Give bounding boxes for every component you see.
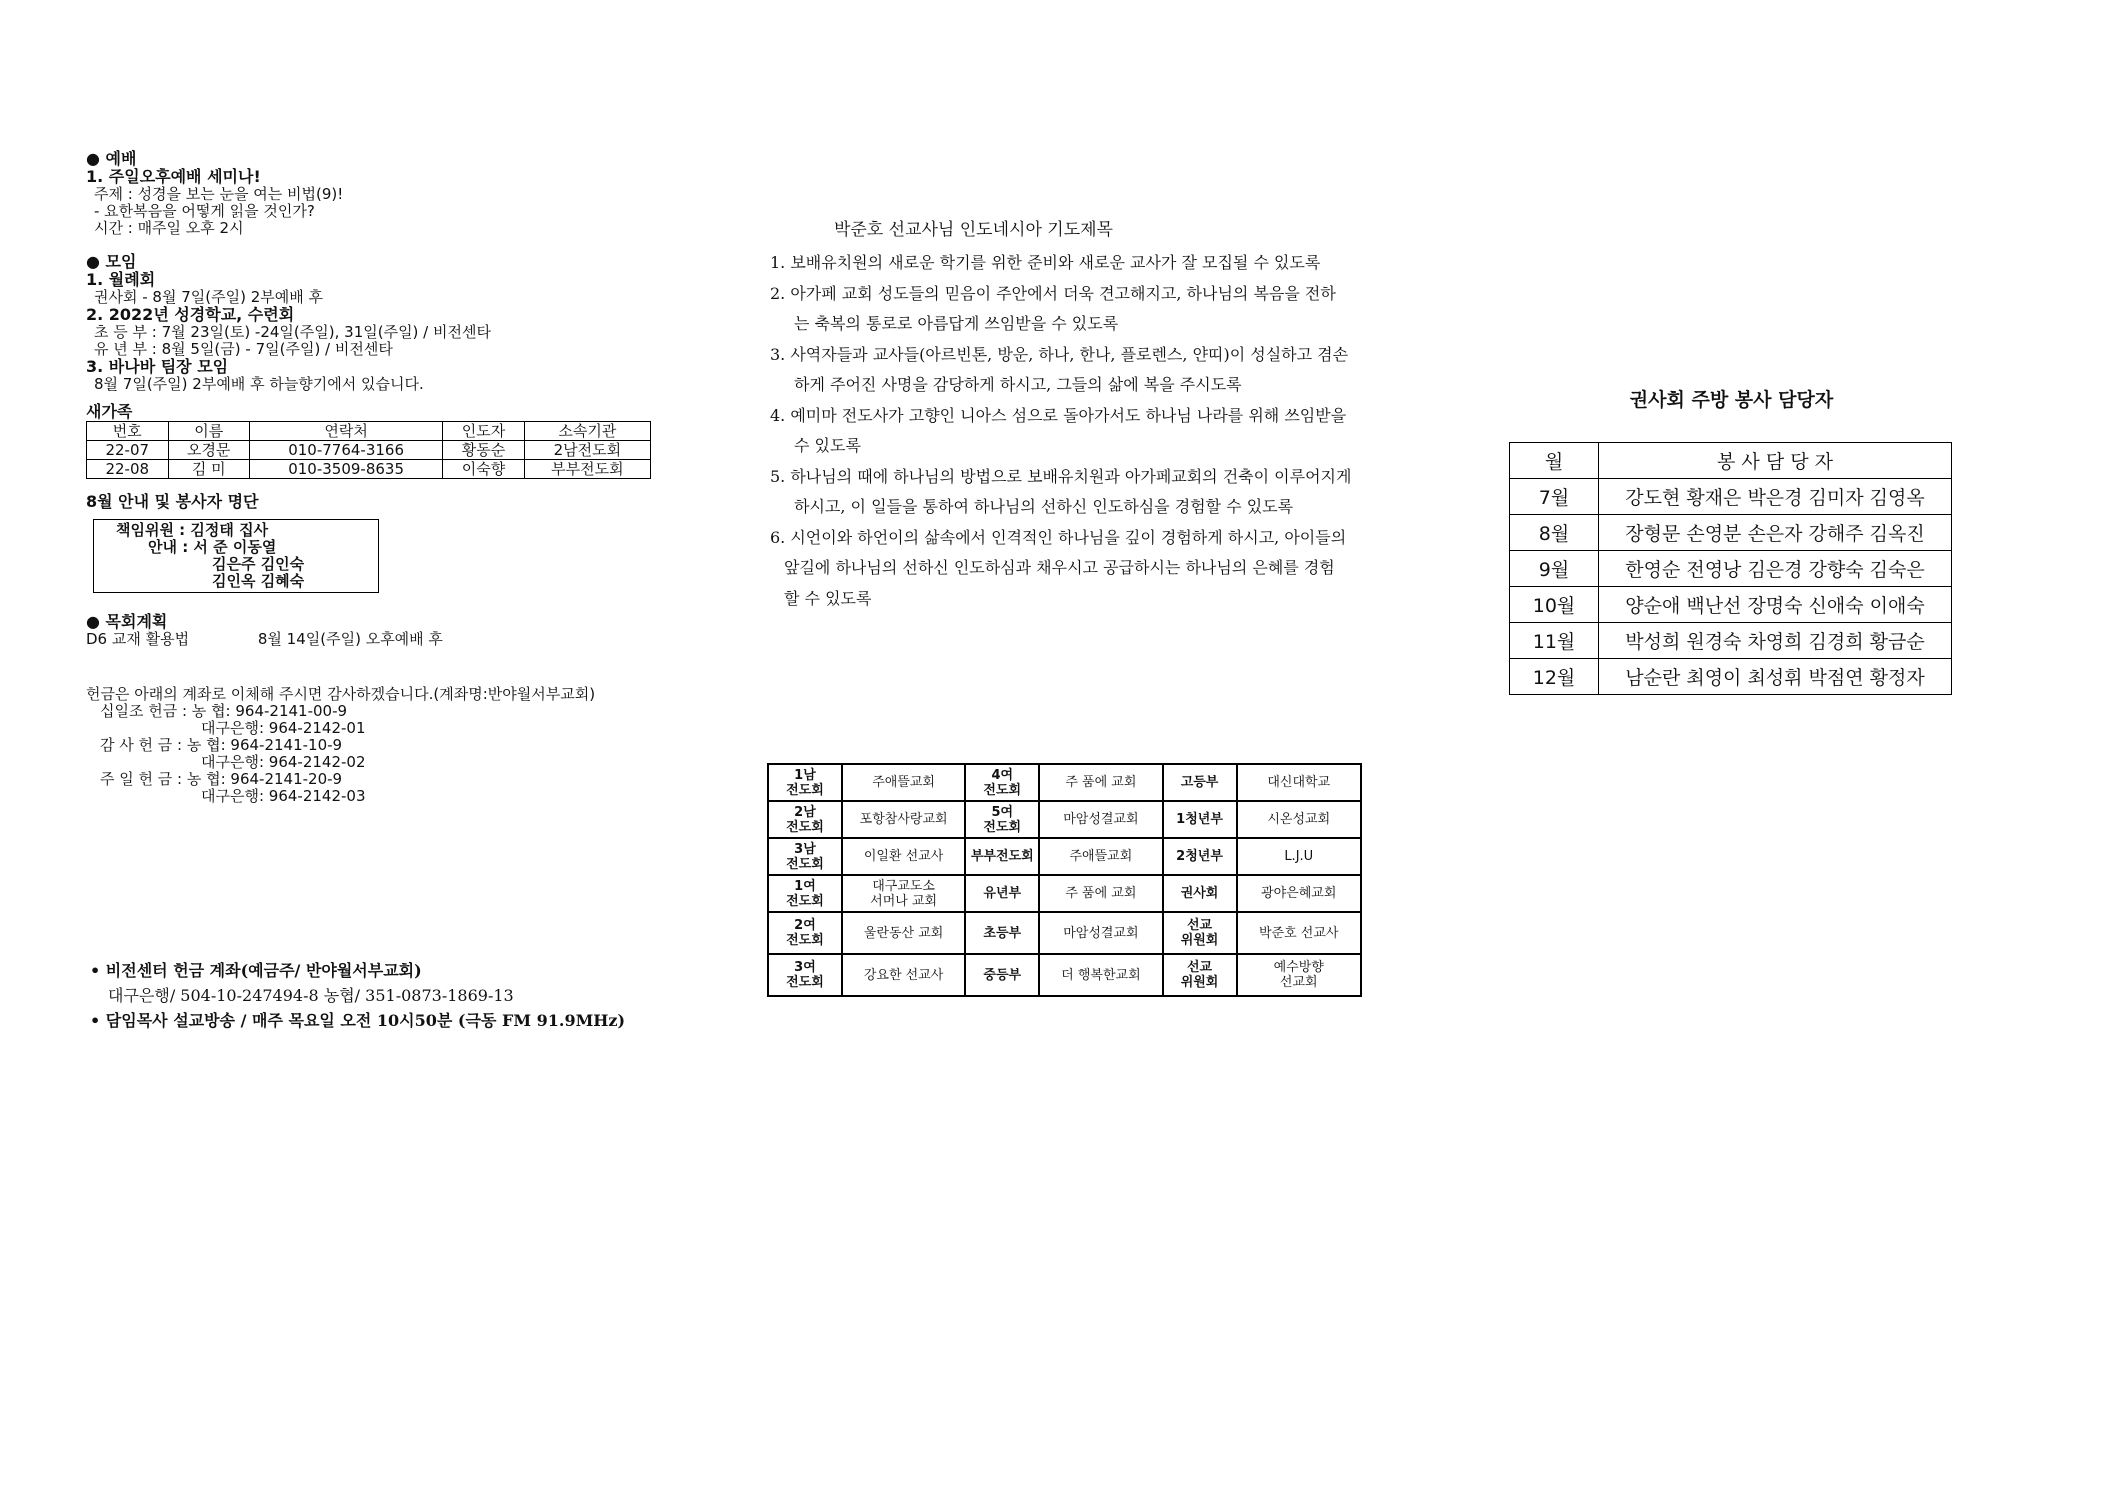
mission-group-label: 선교 위원회: [1163, 954, 1237, 996]
left-column: [86, 150, 706, 805]
mission-target: 이일환 선교사: [842, 838, 965, 875]
table-cell: 장형문 손영분 손은자 강해주 김옥진: [1599, 515, 1952, 551]
mission-group-label: 유년부: [965, 875, 1039, 912]
vision-line: • 비전센터 헌금 계좌(예금주/ 반야월서부교회): [90, 961, 422, 980]
mission-group-label: 선교 위원회: [1163, 912, 1237, 954]
table-row: [1510, 551, 1952, 587]
table-row: [87, 460, 651, 479]
offering-line: 감 사 헌 금 : 농 협: 964-2141-10-9: [100, 736, 343, 754]
table-row: [1510, 515, 1952, 551]
mission-group-label: 1여 전도회: [768, 875, 842, 912]
prayer-line: 하시고, 이 일들을 통하여 하나님의 선하신 인도하심을 경험할 수 있도록: [794, 497, 1294, 516]
guide-line: 안내 : 서 준 이동열: [148, 538, 277, 556]
meetings-heading: ● 모임: [86, 252, 137, 271]
newfamily-heading: 새가족: [86, 402, 133, 421]
table-cell: 오경문: [168, 441, 249, 460]
mission-target: 강요한 선교사: [842, 954, 965, 996]
mission-target: 주애뜰교회: [1039, 838, 1162, 875]
table-cell: 8월: [1510, 515, 1599, 551]
prayer-line: 1. 보배유치원의 새로운 학기를 위한 준비와 새로운 교사가 잘 모집될 수 있도록: [770, 253, 1321, 272]
table-row: [768, 954, 1361, 996]
mission-group-label: 부부전도회: [965, 838, 1039, 875]
table-cell: 부부전도회: [524, 460, 650, 479]
mission-group-label: 초등부: [965, 912, 1039, 954]
mission-target: 더 행복한교회: [1039, 954, 1162, 996]
prayer-line: 앞길에 하나님의 선하신 인도하심과 채우시고 공급하시는 하나님의 은혜를 경험: [784, 558, 1335, 577]
column-header: 연락처: [249, 422, 442, 441]
table-cell: 22-07: [87, 441, 169, 460]
column-header: 소속기관: [524, 422, 650, 441]
table-row: [1510, 587, 1952, 623]
mission-target: 마암성결교회: [1039, 801, 1162, 838]
mission-target: 주 품에 교회: [1039, 764, 1162, 801]
prayer-line: 5. 하나님의 때에 하나님의 방법으로 보배유치원과 아가페교회의 건축이 이루어지게: [770, 466, 1352, 486]
mission-target: L.J.U: [1237, 838, 1362, 875]
table-row: [768, 875, 1361, 912]
mission-group-label: 고등부: [1163, 764, 1237, 801]
mission-group-label: 5여 전도회: [965, 801, 1039, 838]
mission-group-label: 2여 전도회: [768, 912, 842, 954]
table-cell: 12월: [1510, 659, 1599, 695]
table-cell: 10월: [1510, 587, 1599, 623]
mission-target: 대신대학교: [1237, 764, 1362, 801]
table-cell: 7월: [1510, 479, 1599, 515]
mission-target: 시온성교회: [1237, 801, 1362, 838]
mission-group-label: 4여 전도회: [965, 764, 1039, 801]
prayer-line: 수 있도록: [794, 436, 861, 455]
offering-line: 주 일 헌 금 : 농 협: 964-2141-20-9: [100, 770, 343, 788]
table-row: [87, 441, 651, 460]
mission-group-label: 1남 전도회: [768, 764, 842, 801]
plan-item: D6 교재 활용법: [86, 630, 190, 648]
vision-section: [90, 958, 710, 1033]
table-header-row: [1510, 443, 1952, 479]
prayer-line: 4. 예미마 전도사가 고향인 니아스 섬으로 돌아가서도 하나님 나라를 위해 쓰임받을: [770, 405, 1347, 425]
table-cell: 010-7764-3166: [249, 441, 442, 460]
worship-item1-line: 주제 : 성경을 보는 눈을 여는 비법(9)!: [94, 185, 344, 203]
column-header: 인도자: [443, 422, 524, 441]
guide-line: 책임위원 : 김정태 집사: [116, 521, 269, 539]
meetings-item2-line: 유 년 부 : 8월 5일(금) - 7일(주일) / 비전센타: [94, 340, 393, 358]
table-cell: 황동순: [443, 441, 524, 460]
meetings-item3-title: 3. 바나바 팀장 모임: [86, 357, 229, 376]
plan-heading: ● 목회계획: [86, 612, 168, 631]
kitchen-section: [1509, 385, 1954, 695]
mission-target: 마암성결교회: [1039, 912, 1162, 954]
prayer-line: 6. 시언이와 하언이의 삶속에서 인격적인 하나님을 깊이 경험하게 하시고, 아이들의: [770, 527, 1347, 547]
mission-target: 주 품에 교회: [1039, 875, 1162, 912]
prayer-line: 는 축복의 통로로 아름답게 쓰임받을 수 있도록: [794, 314, 1119, 333]
table-row: [768, 838, 1361, 875]
offering-intro: 헌금은 아래의 계좌로 이체해 주시면 감사하겠습니다.(계좌명:반야월서부교회): [86, 685, 596, 703]
mission-group-label: 3남 전도회: [768, 838, 842, 875]
table-cell: 양순애 백난선 장명숙 신애숙 이애숙: [1599, 587, 1952, 623]
offering-line: 십일조 헌금 : 농 협: 964-2141-00-9: [100, 702, 348, 720]
offering-line: 대구은행: 964-2142-01: [201, 719, 366, 737]
column-header: 번호: [87, 422, 169, 441]
mission-target: 포항참사랑교회: [842, 801, 965, 838]
column-header: 월: [1510, 443, 1599, 479]
mission-target: 광야은혜교회: [1237, 875, 1362, 912]
prayer-title: 박준호 선교사님 인도네시아 기도제목: [834, 220, 1113, 240]
guide-line: 김인옥 김혜숙: [212, 572, 305, 590]
table-row: [1510, 659, 1952, 695]
table-cell: 이숙향: [443, 460, 524, 479]
vision-line: • 담임목사 설교방송 / 매주 목요일 오전 10시50분 (극동 FM 91.9MHz): [90, 1011, 626, 1030]
table-cell: 한영순 전영낭 김은경 강향숙 김숙은: [1599, 551, 1952, 587]
meetings-item2-title: 2. 2022년 성경학교, 수련회: [86, 305, 295, 324]
meetings-item1-line: 권사회 - 8월 7일(주일) 2부예배 후: [94, 288, 323, 306]
column-header: 이름: [168, 422, 249, 441]
mission-target: 대구교도소 서머나 교회: [842, 875, 965, 912]
kitchen-table: [1509, 442, 1952, 695]
table-cell: 010-3509-8635: [249, 460, 442, 479]
table-cell: 김 미: [168, 460, 249, 479]
missions-table: [767, 763, 1362, 997]
newfamily-table: [86, 421, 651, 479]
plan-when: 8월 14일(주일) 오후예배 후: [257, 630, 443, 648]
prayer-line: 할 수 있도록: [784, 588, 872, 608]
mission-target: 주애뜰교회: [842, 764, 965, 801]
mission-group-label: 2청년부: [1163, 838, 1237, 875]
table-header-row: [87, 422, 651, 441]
kitchen-title: 권사회 주방 봉사 담당자: [1629, 389, 1834, 411]
meetings-item1-title: 1. 월례회: [86, 270, 156, 289]
table-cell: 강도현 황재은 박은경 김미자 김영옥: [1599, 479, 1952, 515]
prayer-line: 하게 주어진 사명을 감당하게 하시고, 그들의 삶에 복을 주시도록: [794, 375, 1242, 394]
mission-target: 울란동산 교회: [842, 912, 965, 954]
mission-target: 박준호 선교사: [1237, 912, 1362, 954]
table-cell: 박성희 원경숙 차영희 김경희 황금순: [1599, 623, 1952, 659]
worship-heading: ● 예배: [86, 149, 137, 168]
meetings-item2-line: 초 등 부 : 7월 23일(토) -24일(주일), 31일(주일) / 비전센타: [94, 323, 491, 341]
offering-line: 대구은행: 964-2142-03: [201, 787, 366, 805]
mission-target: 예수방향 선교회: [1237, 954, 1362, 996]
mission-group-label: 권사회: [1163, 875, 1237, 912]
table-cell: 22-08: [87, 460, 169, 479]
table-row: [768, 764, 1361, 801]
worship-item1-title: 1. 주일오후예배 세미나!: [86, 167, 261, 186]
table-cell: 9월: [1510, 551, 1599, 587]
prayer-line: 2. 아가페 교회 성도들의 믿음이 주안에서 더욱 견고해지고, 하나님의 복음을 전하: [770, 283, 1336, 303]
prayer-line: 3. 사역자들과 교사들(아르빈톤, 방운, 하나, 한나, 플로렌스, 얀띠)이 성실하고 겸손: [770, 344, 1349, 364]
mission-group-label: 1청년부: [1163, 801, 1237, 838]
table-cell: 남순란 최영이 최성휘 박점연 황정자: [1599, 659, 1952, 695]
mission-group-label: 3여 전도회: [768, 954, 842, 996]
table-row: [1510, 479, 1952, 515]
table-cell: 11월: [1510, 623, 1599, 659]
mission-group-label: 2남 전도회: [768, 801, 842, 838]
guide-line: 김은주 김인숙: [212, 555, 305, 573]
table-row: [768, 912, 1361, 954]
vision-line: 대구은행/ 504-10-247494-8 농협/ 351-0873-1869-13: [108, 986, 514, 1005]
plan-line: [86, 631, 706, 648]
prayer-section: [770, 215, 1410, 614]
mission-group-label: 중등부: [965, 954, 1039, 996]
meetings-item3-line: 8월 7일(주일) 2부예배 후 하늘향기에서 있습니다.: [94, 375, 424, 393]
table-cell: 2남전도회: [524, 441, 650, 460]
column-header: 봉 사 담 당 자: [1599, 443, 1952, 479]
guide-box: [93, 519, 379, 593]
worship-item1-line: - 요한복음을 어떻게 읽을 것인가?: [94, 202, 315, 220]
guide-heading: 8월 안내 및 봉사자 명단: [86, 492, 259, 511]
worship-item1-line: 시간 : 매주일 오후 2시: [94, 219, 244, 237]
offering-line: 대구은행: 964-2142-02: [201, 753, 366, 771]
table-row: [768, 801, 1361, 838]
table-row: [1510, 623, 1952, 659]
